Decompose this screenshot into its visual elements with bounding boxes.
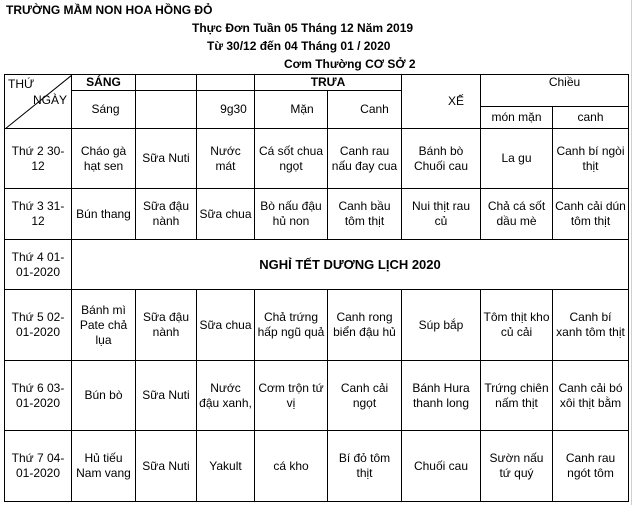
menu-cell: Sữa Nuti: [136, 431, 197, 502]
menu-cell: Sữa đậu nành: [136, 189, 197, 240]
menu-cell: Canh cải dún tôm thịt: [553, 189, 629, 240]
day-cell: Thứ 6 03-01-2020: [5, 361, 72, 431]
corner-label-date: NGÀY: [32, 93, 67, 107]
menu-cell: Nui thịt rau củ: [402, 189, 481, 240]
header-empty-cell: [136, 91, 197, 129]
sub-header-canh-chieu: canh: [553, 107, 629, 129]
holiday-notice: NGHỈ TẾT DƯƠNG LỊCH 2020: [72, 240, 629, 290]
menu-table: [4, 74, 629, 502]
sub-header-mon-man: món mặn: [481, 107, 553, 129]
menu-cell: Cơm trộn tứ vị: [255, 361, 328, 431]
group-header-xe: XẾ: [402, 75, 481, 129]
menu-cell: Bún thang: [72, 189, 136, 240]
menu-cell: Sữa đậu nành: [136, 290, 197, 361]
header-empty-cell: [197, 75, 255, 91]
day-cell: Thứ 3 31-12: [5, 189, 72, 240]
menu-title: Thực Đơn Tuần 05 Tháng 12 Năm 2019: [192, 21, 414, 35]
sub-header-sang: Sáng: [72, 91, 136, 129]
menu-cell: Chả trứng hấp ngũ quả: [255, 290, 328, 361]
menu-cell: Bánh mì Pate chả lụa: [72, 290, 136, 361]
menu-cell: Bánh Hura thanh long: [402, 361, 481, 431]
day-cell: Thứ 5 02-01-2020: [5, 290, 72, 361]
menu-cell: Chuối cau: [402, 431, 481, 502]
menu-cell: Súp bắp: [402, 290, 481, 361]
group-header-sang: SÁNG: [72, 75, 136, 91]
sub-header-9g30: 9g30: [197, 91, 255, 129]
menu-cell: Chả cá sốt dầu mè: [481, 189, 553, 240]
table-row: [5, 129, 629, 189]
table-row: [5, 290, 629, 361]
menu-cell: Bánh bò Chuối cau: [402, 129, 481, 189]
menu-cell: Cháo gà hạt sen: [72, 129, 136, 189]
menu-cell: cá kho: [255, 431, 328, 502]
menu-cell: Canh bầu tôm thịt: [328, 189, 402, 240]
group-header-chieu: Chiều: [481, 75, 629, 91]
menu-cell: Canh bí xanh tôm thịt: [553, 290, 629, 361]
menu-cell: Sữa chua: [197, 290, 255, 361]
menu-cell: Sữa Nuti: [136, 129, 197, 189]
menu-cell: Nước đậu xanh,: [197, 361, 255, 431]
menu-cell: Canh rau ngót tôm: [553, 431, 629, 502]
day-cell: Thứ 7 04-01-2020: [5, 431, 72, 502]
menu-cell: Canh rong biển đậu hủ: [328, 290, 402, 361]
menu-cell: Bún bò: [72, 361, 136, 431]
menu-cell: Hủ tiếu Nam vang: [72, 431, 136, 502]
menu-cell: La gu: [481, 129, 553, 189]
header-empty-cell: [481, 91, 629, 107]
menu-cell: Bò nấu đậu hủ non: [255, 189, 328, 240]
header-empty-cell: [136, 75, 197, 91]
table-row: [5, 189, 629, 240]
menu-cell: Nước mát: [197, 129, 255, 189]
sub-header-man: Mặn: [255, 91, 328, 129]
school-name: TRƯỜNG MẦM NON HOA HỒNG ĐỎ: [6, 3, 213, 17]
menu-cell: Canh rau nấu đay cua: [328, 129, 402, 189]
table-row: [5, 431, 629, 502]
menu-cell: Trứng chiên nấm thịt: [481, 361, 553, 431]
menu-cell: Canh cải bó xôi thịt bằm: [553, 361, 629, 431]
menu-cell: Sữa Nuti: [136, 361, 197, 431]
menu-cell: Tôm thịt kho củ cải: [481, 290, 553, 361]
menu-cell: Yakult: [197, 431, 255, 502]
menu-cell: Canh cải ngọt: [328, 361, 402, 431]
menu-subtitle: Cơm Thường CƠ SỞ 2: [284, 57, 416, 71]
menu-cell: Cá sốt chua ngọt: [255, 129, 328, 189]
day-cell: Thứ 2 30-12: [5, 129, 72, 189]
menu-cell: Canh bí ngòi thịt: [553, 129, 629, 189]
table-row: [5, 240, 629, 290]
corner-cell: [5, 75, 72, 129]
sub-header-canh: Canh: [328, 91, 402, 129]
table-row: [5, 361, 629, 431]
day-cell: Thứ 4 01-01-2020: [5, 240, 72, 290]
menu-cell: Sườn nấu tứ quý: [481, 431, 553, 502]
menu-cell: Sữa chua: [197, 189, 255, 240]
menu-cell: Bí đỏ tôm thịt: [328, 431, 402, 502]
corner-label-weekday: THỨ: [8, 77, 35, 91]
menu-date-range: Từ 30/12 đến 04 Tháng 01 / 2020: [207, 39, 391, 53]
group-header-trua: TRƯA: [255, 75, 402, 91]
